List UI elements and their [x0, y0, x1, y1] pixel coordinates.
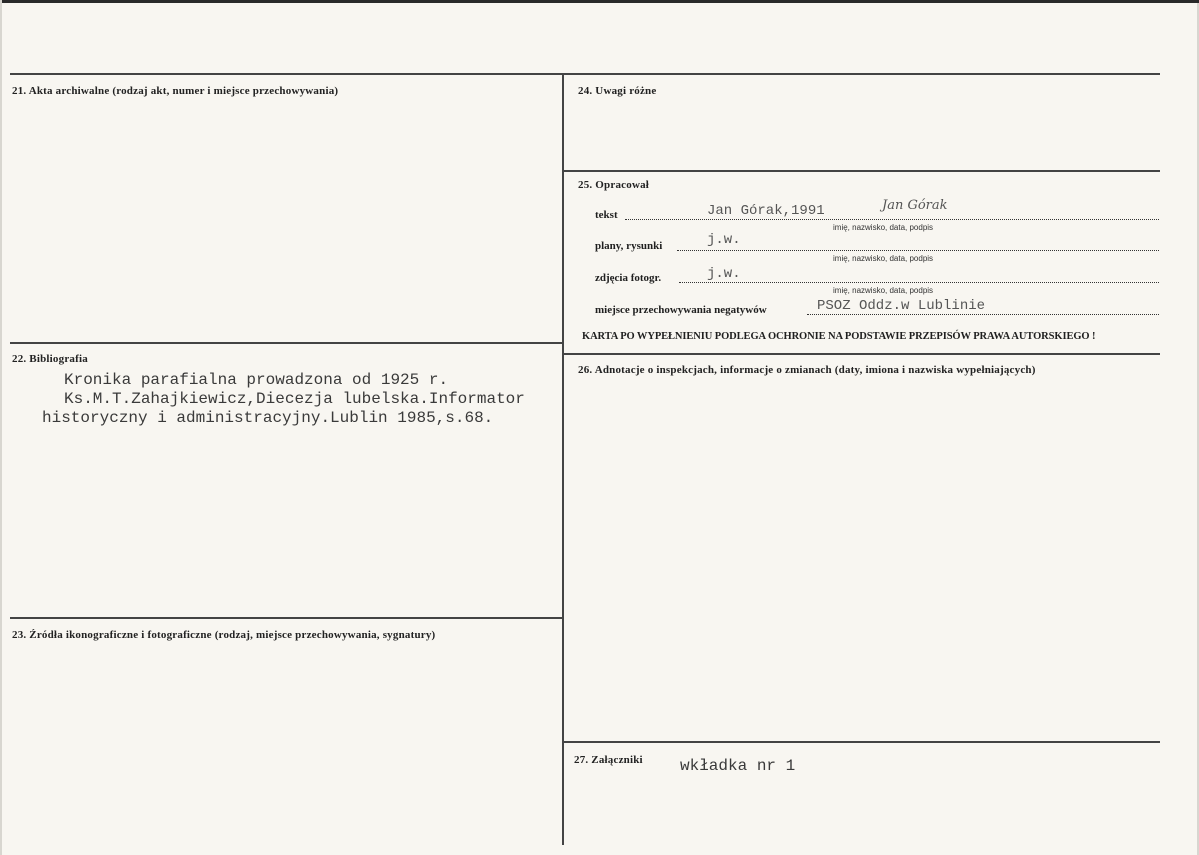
bibliography-line-3: historyczny i administracyjny.Lublin 1985,s.68.: [42, 409, 494, 427]
section-26-label: 26. Adnotacje o inspekcjach, informacje o zmianach (daty, imiona i nazwiska wypełniających): [578, 364, 1036, 376]
field-zdjecia: [595, 266, 1159, 295]
field-negatywy-label: miejsce przechowywania negatywów: [595, 304, 767, 316]
attachment-value: wkładka nr 1: [680, 757, 796, 775]
section-24-label: 24. Uwagi różne: [578, 85, 657, 97]
section-22-label: 22. Bibliografia: [12, 353, 88, 365]
bibliography-line-1: Kronika parafialna prowadzona od 1925 r.: [64, 371, 449, 389]
copyright-notice: KARTA PO WYPEŁNIENIU PODLEGA OCHRONIE NA PODSTAWIE PRZEPISÓW PRAWA AUTORSKIEGO !: [582, 331, 1096, 342]
rule-25-26: [563, 353, 1160, 355]
field-plany-value: j.w.: [707, 232, 741, 248]
section-23-label: 23. Źródła ikonograficzne i fotograficzne (rodzaj, miejsce przechowywania, sygnatury): [12, 629, 436, 641]
field-tekst-hint: imię, nazwisko, data, podpis: [833, 223, 934, 232]
field-negatywy-value: PSOZ Oddz.w Lublinie: [817, 298, 986, 314]
section-21-label: 21. Akta archiwalne (rodzaj akt, numer i miejsce przechowywania): [12, 85, 339, 97]
top-rule: [10, 73, 1160, 75]
field-negatywy: [595, 298, 1159, 318]
field-zdjecia-hint: imię, nazwisko, data, podpis: [833, 286, 934, 295]
rule-26-27: [563, 741, 1160, 743]
author-signature: Jan Górak: [882, 198, 948, 213]
rule-21-22: [10, 342, 563, 344]
field-tekst-dots: [625, 218, 1159, 220]
field-plany: [595, 232, 1159, 263]
rule-22-23: [10, 617, 563, 619]
field-tekst-label: tekst: [595, 209, 618, 221]
bibliography-line-2: Ks.M.T.Zahajkiewicz,Diecezja lubelska.Informator: [64, 390, 525, 408]
rule-24-25: [563, 170, 1160, 172]
field-tekst-value: Jan Górak,1991: [707, 203, 825, 219]
field-plany-dots: [677, 249, 1159, 251]
field-plany-label: plany, rysunki: [595, 240, 663, 252]
section-25-label: 25. Opracował: [578, 179, 650, 191]
field-plany-hint: imię, nazwisko, data, podpis: [833, 254, 934, 263]
field-tekst: [595, 203, 1159, 232]
field-zdjecia-dots: [679, 281, 1159, 283]
card-top-edge: [2, 0, 1199, 3]
field-zdjecia-value: j.w.: [707, 266, 741, 282]
section-27-label: 27. Załączniki: [574, 754, 643, 766]
field-zdjecia-label: zdjęcia fotogr.: [595, 272, 662, 284]
center-divider: [562, 73, 564, 845]
